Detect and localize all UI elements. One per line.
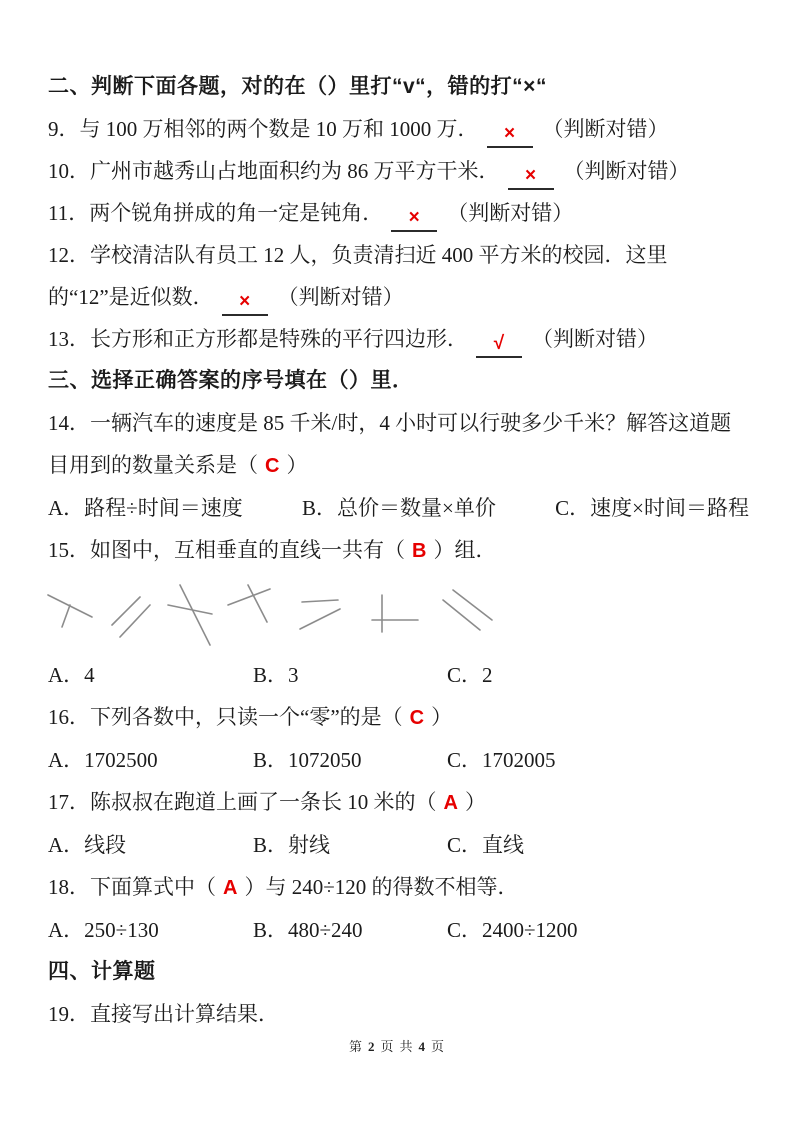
question-number: 13． xyxy=(48,327,90,351)
choice-options-14 xyxy=(48,487,749,529)
question-number: 19． xyxy=(48,1002,90,1026)
answer-letter: C xyxy=(265,455,280,477)
question-number: 14． xyxy=(48,411,90,435)
judgement-question-9 xyxy=(48,108,749,150)
question-text: 长方形和正方形都是特殊的平行四边形． xyxy=(90,327,468,351)
choice-options-16 xyxy=(48,739,749,781)
answer-mark: √ xyxy=(493,333,505,354)
answer-blank xyxy=(391,206,437,232)
question-number: 11． xyxy=(48,201,90,225)
choice-options-15 xyxy=(48,654,749,696)
question-text: 学校清洁队有员工 12 人，负责清扫近 400 平方米的校园．这里的“12”是近似数． xyxy=(48,243,668,309)
choice-question-15 xyxy=(48,529,749,572)
choice-question-14 xyxy=(48,402,749,487)
answer-blank xyxy=(222,290,268,316)
exam-content xyxy=(48,66,749,1035)
option-c: C．2400÷1200 xyxy=(447,918,578,942)
option-a: A．线段 xyxy=(48,833,127,857)
option-b: B．3 xyxy=(253,663,299,687)
page-footer xyxy=(0,1036,793,1055)
question-text: 直接写出计算结果． xyxy=(90,1002,279,1026)
option-a: A．路程÷时间＝速度 xyxy=(48,496,243,520)
question-text-tail: ）组． xyxy=(433,538,497,562)
footer-text: 共 xyxy=(399,1039,413,1054)
question-number: 15． xyxy=(48,538,90,562)
answer-blank xyxy=(476,332,522,358)
footer-text: 第 xyxy=(348,1039,362,1054)
question-text-tail: ） xyxy=(464,790,486,814)
judgement-question-11 xyxy=(48,192,749,234)
choice-question-17 xyxy=(48,781,749,824)
judgement-question-13 xyxy=(48,318,749,360)
question-text-tail: ） xyxy=(286,453,308,477)
answer-letter: A xyxy=(443,792,458,814)
answer-letter: C xyxy=(409,707,425,729)
total-pages: 4 xyxy=(418,1039,426,1054)
answer-letter: B xyxy=(412,540,427,562)
option-c: C．速度×时间＝路程 xyxy=(555,496,749,520)
option-a: A．1702500 xyxy=(48,748,158,772)
option-b: B．480÷240 xyxy=(253,918,363,942)
option-b: B．1072050 xyxy=(253,748,362,772)
choice-question-16 xyxy=(48,696,749,739)
question-number: 9． xyxy=(48,117,80,141)
option-a: A．250÷130 xyxy=(48,918,159,942)
judge-suffix: （判断对错） xyxy=(447,201,574,225)
option-c: C．1702005 xyxy=(447,748,556,772)
section-2-heading: 二、判断下面各题，对的在（）里打“v“，错的打“×“ xyxy=(48,75,547,98)
judge-suffix: （判断对错） xyxy=(277,285,404,309)
choice-question-18 xyxy=(48,866,749,909)
judge-suffix: （判断对错） xyxy=(532,327,658,351)
answer-mark: × xyxy=(524,165,537,186)
option-c: C．2 xyxy=(447,663,493,687)
judgement-question-12 xyxy=(48,234,749,318)
question-text-tail: ） xyxy=(431,705,453,729)
line-pairs-svg xyxy=(30,572,530,654)
answer-letter: A xyxy=(223,877,238,899)
question-text: 两个锐角拼成的角一定是钝角． xyxy=(89,201,384,225)
answer-blank xyxy=(487,122,533,148)
choice-options-18 xyxy=(48,909,749,951)
answer-mark: × xyxy=(408,207,420,228)
answer-mark: × xyxy=(239,291,251,312)
question-number: 18． xyxy=(48,875,90,899)
question-text: 与 100 万相邻的两个数是 10 万和 1000 万． xyxy=(79,117,479,141)
option-c: C．直线 xyxy=(447,833,525,857)
option-a: A．4 xyxy=(48,663,95,687)
judgement-question-10 xyxy=(48,150,749,192)
question-text: 下列各数中，只读一个“零”的是（ xyxy=(90,705,403,729)
section-3-heading: 三、选择正确答案的序号填在（）里． xyxy=(48,369,414,392)
question-text-tail: ）与 240÷120 的得数不相等． xyxy=(244,875,519,899)
section-4-heading: 四、计算题 xyxy=(48,960,156,983)
choice-options-17 xyxy=(48,824,749,866)
footer-text: 页 xyxy=(431,1039,445,1054)
question-number: 10． xyxy=(48,159,90,183)
question-text: 广州市越秀山占地面积约为 86 万平方干米． xyxy=(90,159,500,183)
page-number: 2 xyxy=(367,1039,375,1054)
judge-suffix: （判断对错） xyxy=(542,117,669,141)
question-number: 17． xyxy=(48,790,90,814)
option-b: B．总价＝数量×单价 xyxy=(301,496,496,520)
question-text: 如图中，互相垂直的直线一共有（ xyxy=(90,538,405,562)
option-b: B．射线 xyxy=(253,833,331,857)
answer-mark: × xyxy=(503,123,516,144)
question-number: 16． xyxy=(48,705,90,729)
judge-suffix: （判断对错） xyxy=(563,159,690,183)
question-19 xyxy=(48,993,749,1035)
footer-text: 页 xyxy=(380,1039,394,1054)
question-text: 下面算式中（ xyxy=(90,875,216,899)
question-text: 一辆汽车的速度是 85 千米/时，4 小时可以行驶多少千米？解答这道题目用到的数量关系是（ xyxy=(48,411,732,477)
question-text: 陈叔叔在跑道上画了一条长 10 米的（ xyxy=(90,790,437,814)
perpendicular-lines-figure xyxy=(30,572,749,654)
question-number: 12． xyxy=(48,243,90,267)
answer-blank xyxy=(508,164,554,190)
